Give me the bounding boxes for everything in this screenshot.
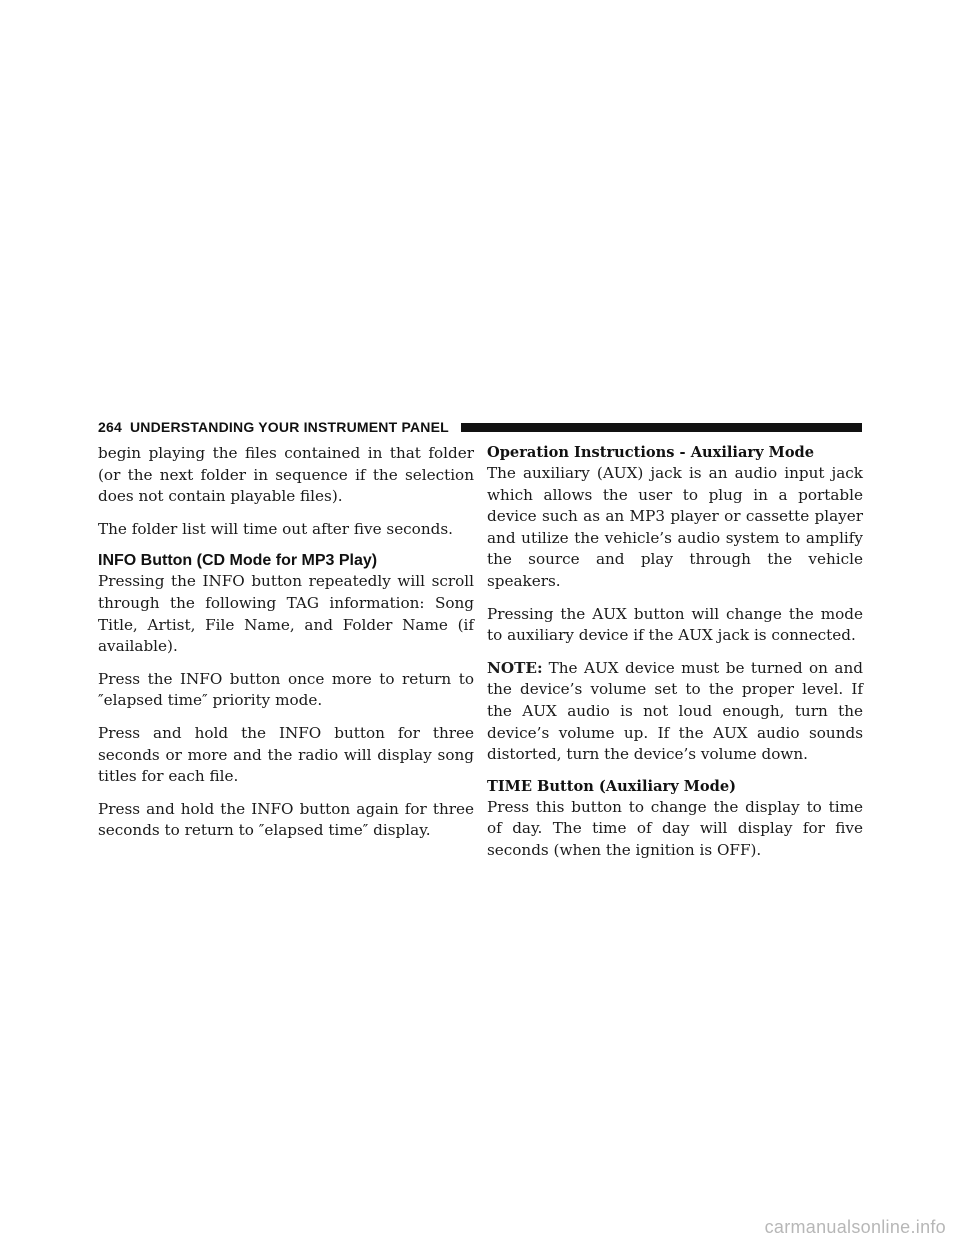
- paragraph: The auxiliary (AUX) jack is an audio input jack which allows the user to plug in a portable device such as an MP3 player or cassette player and utilize the vehicle’s audio system to amplify the source and play through the vehicle speakers.: [487, 464, 863, 590]
- paragraph: Pressing the AUX button will change the mode to auxiliary device if the AUX jack is connected.: [487, 604, 863, 645]
- section-heading-info: INFO Button (CD Mode for MP3 Play): [98, 552, 378, 570]
- section-title: UNDERSTANDING YOUR INSTRUMENT PANEL: [129, 419, 449, 435]
- section-heading-time: TIME Button (Auxiliary Mode): [487, 777, 737, 795]
- note-label: NOTE:: [487, 658, 543, 677]
- note-paragraph: [487, 658, 863, 766]
- page-number: 264: [98, 419, 122, 435]
- paragraph: Press and hold the INFO button for three seconds or more and the radio will display song titles for each file.: [98, 723, 474, 786]
- header-rule: [461, 423, 862, 432]
- watermark: carmanualsonline.info: [764, 1217, 946, 1237]
- paragraph: The folder list will time out after five seconds.: [98, 519, 453, 538]
- page-header: [98, 417, 862, 437]
- paragraph: Pressing the INFO button repeatedly will scroll through the following TAG information: Song Title, Artist, File Name, and Folder Name (if available).: [98, 572, 474, 656]
- section-heading-aux: Operation Instructions - Auxiliary Mode: [487, 444, 815, 461]
- paragraph: begin playing the files contained in that folder (or the next folder in sequence if the selection does not contain playable files).: [98, 444, 474, 506]
- right-column: [487, 443, 863, 862]
- header-text: [98, 419, 449, 435]
- left-column: [98, 443, 474, 853]
- paragraph: Press and hold the INFO button again for three seconds to return to ″elapsed time″ display.: [98, 799, 474, 840]
- note-text: The AUX device must be turned on and the device’s volume set to the proper level. If the AUX audio is not loud enough, turn the device’s volume up. If the AUX audio sounds distorted, turn the device’s volume down.: [487, 658, 863, 764]
- paragraph: Press the INFO button once more to return to ″elapsed time″ priority mode.: [98, 669, 474, 710]
- paragraph: Press this button to change the display to time of day. The time of day will display for five seconds (when the ignition is OFF).: [487, 797, 863, 859]
